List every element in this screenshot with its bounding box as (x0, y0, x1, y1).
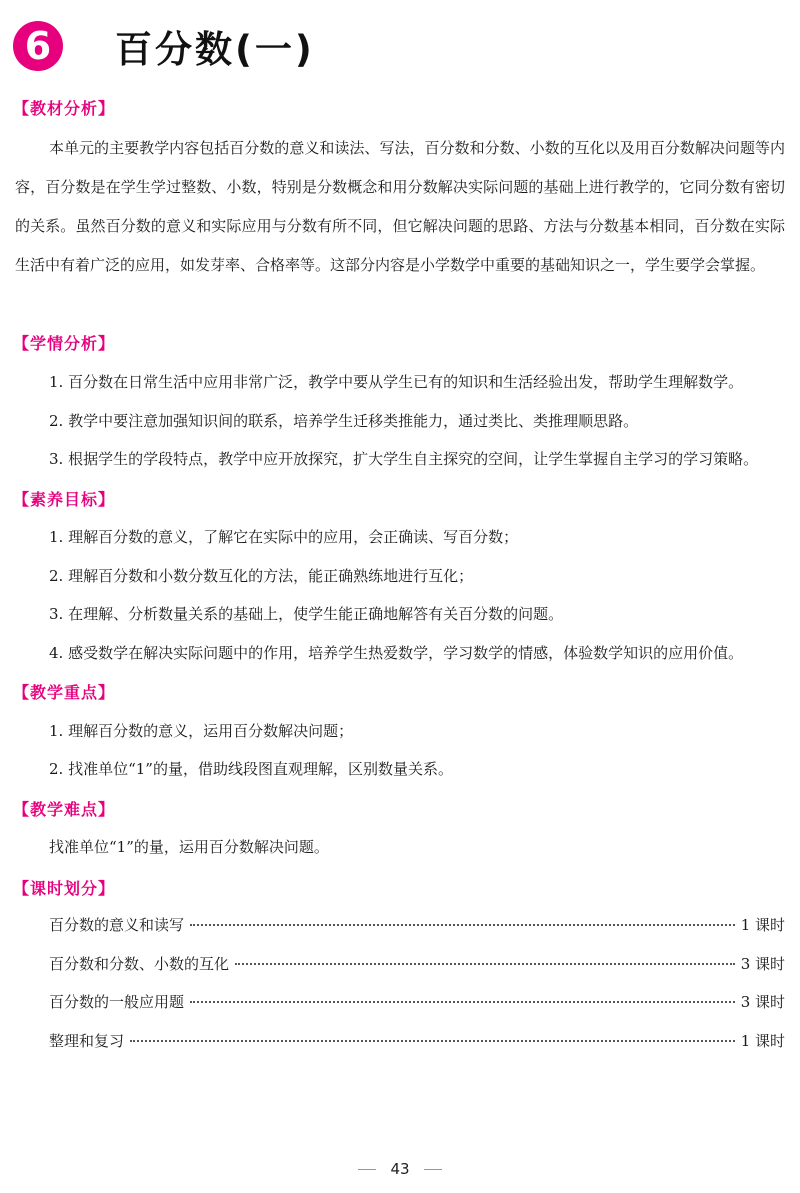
schedule-row (49, 991, 785, 1012)
students-item: 3. 根据学生的学段特点，教学中应开放探究，扩大学生自主探究的空间，让学生掌握自主学习的学习策略。 (49, 450, 759, 468)
goals-item: 2. 理解百分数和小数分数互化的方法，能正确熟练地进行互化； (49, 567, 474, 585)
dot-leader (130, 1040, 735, 1042)
dot-leader (190, 924, 735, 926)
key-point-item: 1. 理解百分数的意义，运用百分数解决问题； (49, 722, 354, 740)
page-number: 43 (390, 1160, 410, 1178)
schedule-topic: 整理和复习 (49, 1032, 125, 1050)
schedule-hours: 3 课时 (740, 993, 785, 1011)
schedule-topic: 百分数和分数、小数的互化 (49, 955, 230, 973)
section-heading-difficulties: 【教学难点】 (13, 800, 116, 819)
schedule-row (49, 914, 785, 935)
schedule-hours: 1 课时 (740, 1032, 785, 1050)
goals-item: 4. 感受数学在解决实际问题中的作用，培养学生热爱数学，学习数学的情感，体验数学知识的应用价值。 (49, 644, 744, 662)
unit-header (13, 18, 315, 74)
section-heading-schedule: 【课时划分】 (13, 879, 116, 898)
students-item: 1. 百分数在日常生活中应用非常广泛，教学中要从学生已有的知识和生活经验出发，帮助学生理解数学。 (49, 373, 744, 391)
footer-dash-left (358, 1169, 376, 1170)
section-heading-students: 【学情分析】 (13, 334, 116, 353)
footer-dash-right (424, 1169, 442, 1170)
page-footer (0, 1160, 800, 1178)
schedule-topic: 百分数的意义和读写 (49, 916, 185, 934)
dot-leader (235, 963, 735, 965)
section-heading-goals: 【素养目标】 (13, 490, 116, 509)
unit-title: 百分数(一) (115, 28, 315, 71)
section-heading-key-points: 【教学重点】 (13, 683, 116, 702)
schedule-row (49, 953, 785, 974)
goals-item: 3. 在理解、分析数量关系的基础上，使学生能正确地解答有关百分数的问题。 (49, 605, 564, 623)
key-point-item: 2. 找准单位“1”的量，借助线段图直观理解，区别数量关系。 (49, 760, 453, 778)
schedule-row (49, 1030, 785, 1051)
difficulty-text: 找准单位“1”的量，运用百分数解决问题。 (49, 838, 329, 856)
schedule-hours: 3 课时 (740, 955, 785, 973)
students-item: 2. 教学中要注意加强知识间的联系，培养学生迁移类推能力，通过类比、类推理顺思路。 (49, 412, 639, 430)
dot-leader (190, 1001, 735, 1003)
goals-item: 1. 理解百分数的意义，了解它在实际中的应用，会正确读、写百分数； (49, 528, 519, 546)
analysis-paragraph: 本单元的主要教学内容包括百分数的意义和读法、写法，百分数和分数、小数的互化以及用百分数解决问题等内容，百分数是在学生学过整数、小数，特别是分数概念和用分数解决实际问题的基础上进行教学的，它同分数有密切的关系。虽然百分数的意义和实际应用与分数有所不同，但它解决问题的思路、方法与分数基本相同，百分数在实际生活中有着广泛的应用，如发芽率、合格率等。这部分内容是小学数学中重要的基础知识之一，学生要学会掌握。 (15, 139, 785, 274)
schedule-hours: 1 课时 (740, 916, 785, 934)
unit-number-badge: 6 (13, 21, 63, 71)
schedule-topic: 百分数的一般应用题 (49, 993, 185, 1011)
section-heading-analysis: 【教材分析】 (13, 99, 116, 118)
